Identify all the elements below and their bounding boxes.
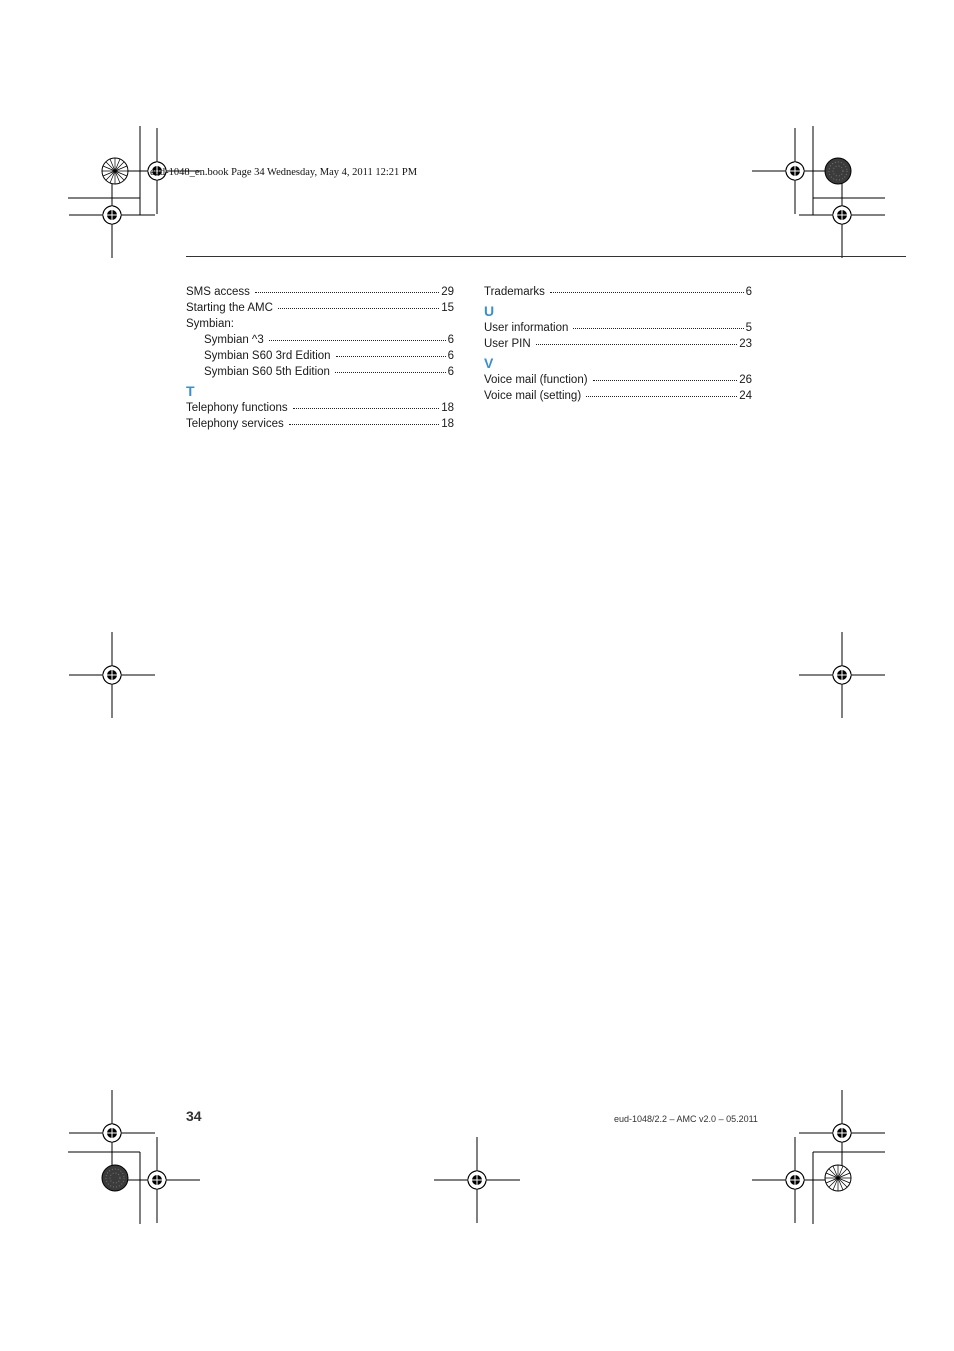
index-entry-label: Trademarks xyxy=(484,286,545,298)
index-column-left xyxy=(186,284,454,432)
index-entry[interactable] xyxy=(484,372,752,388)
index-entry[interactable] xyxy=(186,400,454,416)
index-entry-page: 6 xyxy=(745,286,752,298)
dot-leader xyxy=(593,379,738,381)
index-entry[interactable] xyxy=(186,348,454,364)
index-entry-label: Telephony functions xyxy=(186,402,288,414)
dot-leader xyxy=(278,307,439,309)
index-entry[interactable] xyxy=(186,300,454,316)
page-number: 34 xyxy=(186,1108,202,1124)
index-entry[interactable] xyxy=(186,332,454,348)
index-entry-label: Telephony services xyxy=(186,418,284,430)
index-entry-page: 18 xyxy=(441,402,454,414)
index-entry[interactable] xyxy=(186,316,454,332)
dot-leader xyxy=(336,355,446,357)
dot-leader xyxy=(269,339,446,341)
index-entry-page: 6 xyxy=(447,366,454,378)
dot-leader xyxy=(289,423,439,425)
index-entry[interactable] xyxy=(484,284,752,300)
index-letter-heading: V xyxy=(484,355,494,371)
print-slug: eud-1048_en.book Page 34 Wednesday, May 4, 2011 12:21 PM xyxy=(150,167,418,178)
index-entry[interactable] xyxy=(186,364,454,380)
index-entry-page: 23 xyxy=(739,338,752,350)
index-column-right xyxy=(484,284,752,404)
dot-leader xyxy=(536,343,738,345)
index-entry[interactable] xyxy=(186,416,454,432)
index-entry-page: 29 xyxy=(441,286,454,298)
footer-doc-id: eud-1048/2.2 – AMC v2.0 – 05.2011 xyxy=(614,1114,758,1124)
dot-leader xyxy=(550,291,744,293)
index-entry-page: 6 xyxy=(447,334,454,346)
index-entry-page: 26 xyxy=(739,374,752,386)
dot-leader xyxy=(335,371,446,373)
index-entry-label: Voice mail (function) xyxy=(484,374,588,386)
index-entry-label: Symbian S60 5th Edition xyxy=(204,366,330,378)
index-entry-label: Symbian: xyxy=(186,318,234,330)
index-entry-page: 15 xyxy=(441,302,454,314)
index-entry-page: 6 xyxy=(447,350,454,362)
index-entry[interactable] xyxy=(484,320,752,336)
dot-leader xyxy=(255,291,439,293)
header-rule xyxy=(186,256,906,257)
dot-leader xyxy=(573,327,743,329)
index-entry-label: Symbian S60 3rd Edition xyxy=(204,350,331,362)
index-entry-label: User PIN xyxy=(484,338,531,350)
index-entry-label: Starting the AMC xyxy=(186,302,273,314)
index-entry-label: SMS access xyxy=(186,286,250,298)
dot-leader xyxy=(293,407,440,409)
index-letter-heading: U xyxy=(484,303,495,319)
dot-leader xyxy=(586,395,737,397)
index-entry-page: 18 xyxy=(441,418,454,430)
index-entry-page: 5 xyxy=(745,322,752,334)
index-entry[interactable] xyxy=(484,388,752,404)
index-letter-heading: T xyxy=(186,383,195,399)
index-entry[interactable] xyxy=(484,336,752,352)
index-entry-page: 24 xyxy=(739,390,752,402)
index-entry-label: Voice mail (setting) xyxy=(484,390,582,402)
index-entry[interactable] xyxy=(186,284,454,300)
index-entry-label: Symbian ^3 xyxy=(204,334,264,346)
index-entry-label: User information xyxy=(484,322,569,334)
